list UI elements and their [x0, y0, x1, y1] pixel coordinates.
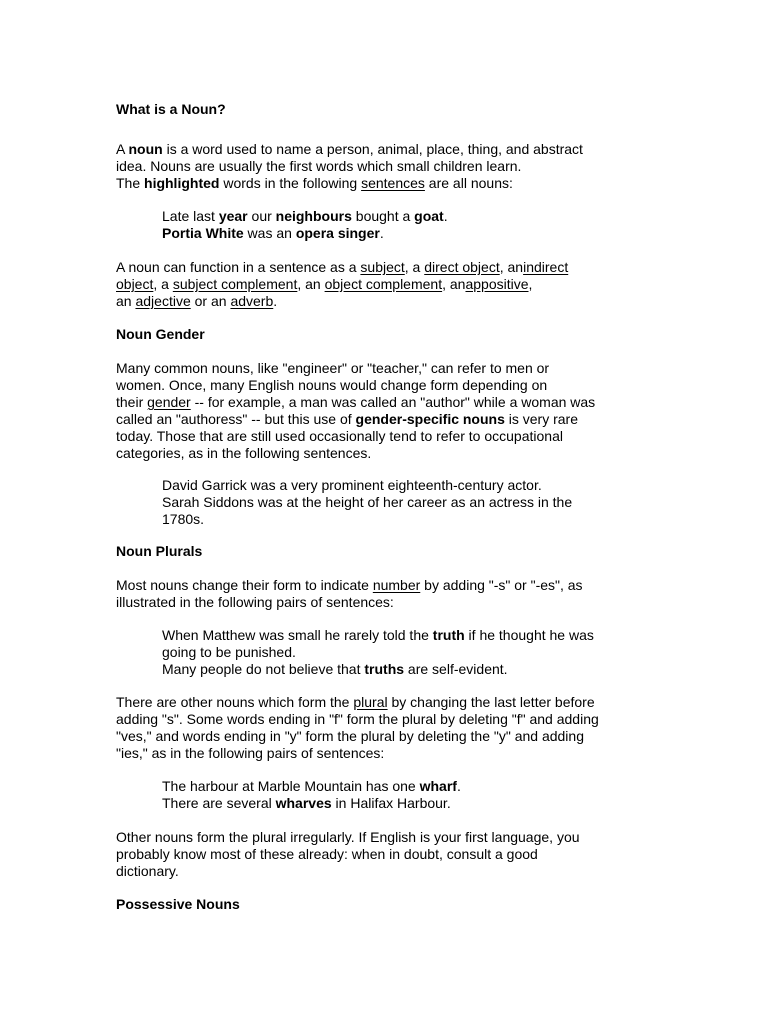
- plural-link[interactable]: plural: [353, 694, 388, 710]
- plurals-paragraph: [116, 694, 656, 762]
- text-line: Most nouns change their form to indicate number by adding "-s" or "-es", as: [116, 577, 583, 593]
- section-heading-noun-plurals: Noun Plurals: [116, 543, 203, 559]
- subject-complement-link[interactable]: subject complement: [172, 276, 298, 292]
- appositive-link[interactable]: appositive: [465, 276, 529, 292]
- text-line: Other nouns form the plural irregularly. If English is your first language, you: [116, 829, 580, 845]
- example-block: [162, 208, 632, 242]
- section-heading-noun-gender: Noun Gender: [116, 326, 205, 342]
- text-line: The highlighted words in the following sentences are all nouns:: [116, 175, 513, 191]
- example-sentence: The harbour at Marble Mountain has one wharf.: [162, 778, 461, 794]
- example-sentence: David Garrick was a very prominent eighteenth-century actor.: [162, 477, 542, 493]
- indirect-object-link[interactable]: indirect: [523, 259, 569, 275]
- function-paragraph: [116, 259, 656, 310]
- text-line: "ies," as in the following pairs of sentences:: [116, 745, 385, 761]
- text-line: called an "authoress" -- but this use of gender-specific nouns is very rare: [116, 411, 578, 427]
- example-block: [162, 778, 632, 812]
- page-title: What is a Noun?: [116, 101, 226, 117]
- highlighted-term: highlighted: [144, 175, 220, 191]
- intro-paragraph: [116, 141, 656, 192]
- section-heading-possessive-nouns: Possessive Nouns: [116, 896, 240, 912]
- example-sentence: Late last year our neighbours bought a goat.: [162, 208, 448, 224]
- noun-term: noun: [128, 141, 163, 157]
- example-sentence: going to be punished.: [162, 644, 296, 660]
- example-sentence: 1780s.: [162, 511, 205, 527]
- example-sentence: Many people do not believe that truths are self-evident.: [162, 661, 508, 677]
- text-line: object, a subject complement, an object complement, anappositive,: [116, 276, 533, 292]
- indirect-object-link[interactable]: object: [116, 276, 154, 292]
- plurals-paragraph: [116, 577, 656, 611]
- example-sentence: Portia White was an opera singer.: [162, 225, 384, 241]
- example-sentence: Sarah Siddons was at the height of her career as an actress in the: [162, 494, 573, 510]
- text-line: dictionary.: [116, 863, 179, 879]
- text-line: A noun is a word used to name a person, animal, place, thing, and abstract: [116, 141, 583, 157]
- text-line: categories, as in the following sentences.: [116, 445, 372, 461]
- text-line: their gender -- for example, a man was called an "author" while a woman was: [116, 394, 596, 410]
- number-link[interactable]: number: [372, 577, 421, 593]
- gender-paragraph: [116, 360, 656, 462]
- sentences-link[interactable]: sentences: [361, 175, 425, 191]
- text-line: probably know most of these already: when in doubt, consult a good: [116, 846, 538, 862]
- text-line: There are other nouns which form the plural by changing the last letter before: [116, 694, 595, 710]
- text-line: Many common nouns, like "engineer" or "teacher," can refer to men or: [116, 360, 550, 376]
- example-block: [162, 477, 632, 528]
- subject-link[interactable]: subject: [360, 259, 405, 275]
- text-line: idea. Nouns are usually the first words which small children learn.: [116, 158, 522, 174]
- text-line: today. Those that are still used occasionally tend to refer to occupational: [116, 428, 563, 444]
- text-line: "ves," and words ending in "y" form the plural by deleting the "y" and adding: [116, 728, 584, 744]
- example-block: [162, 627, 632, 678]
- adjective-link[interactable]: adjective: [135, 293, 191, 309]
- direct-object-link[interactable]: direct object: [424, 259, 500, 275]
- object-complement-link[interactable]: object complement: [324, 276, 443, 292]
- adverb-link[interactable]: adverb: [230, 293, 274, 309]
- plurals-paragraph: [116, 829, 656, 880]
- example-sentence: There are several wharves in Halifax Harbour.: [162, 795, 451, 811]
- gender-link[interactable]: gender: [147, 394, 191, 410]
- text-line: adding "s". Some words ending in "f" form the plural by deleting "f" and adding: [116, 711, 599, 727]
- text-line: illustrated in the following pairs of sentences:: [116, 594, 394, 610]
- text-line: women. Once, many English nouns would change form depending on: [116, 377, 548, 393]
- text-line: an adjective or an adverb.: [116, 293, 278, 309]
- text-line: A noun can function in a sentence as a subject, a direct object, anindirect: [116, 259, 569, 275]
- example-sentence: When Matthew was small he rarely told the truth if he thought he was: [162, 627, 594, 643]
